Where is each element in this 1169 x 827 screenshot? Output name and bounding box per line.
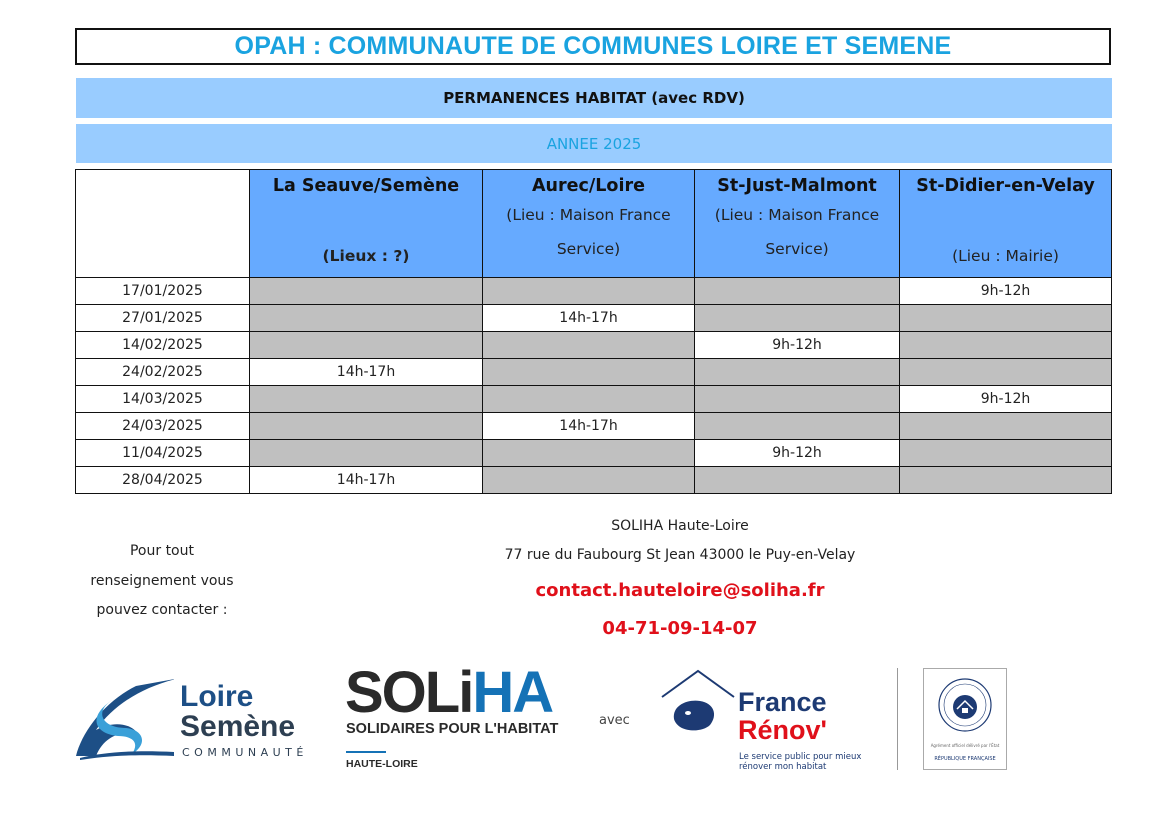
republique-label: RÉPUBLIQUE FRANÇAISE — [934, 756, 996, 762]
loire-semene-logo — [74, 672, 329, 762]
france-renov-line2: Rénov' — [738, 715, 827, 745]
column-name: La Seauve/Semène — [272, 176, 460, 196]
empty-cell — [695, 386, 900, 413]
empty-cell — [900, 467, 1112, 494]
contact-intro — [76, 537, 248, 626]
soliha-wordmark-part1: SOLi — [345, 660, 473, 725]
france-renov-tagline: Le service public pour mieux rénover mon habitat — [739, 752, 862, 772]
slot-cell: 14h-17h — [250, 467, 483, 494]
contact-intro-line: renseignement vous — [90, 572, 234, 589]
column-place-line1: (Lieu : Maison France — [506, 206, 671, 224]
empty-cell — [483, 278, 695, 305]
column-place-line1: (Lieu : Maison France — [714, 206, 880, 224]
row-date: 24/03/2025 — [76, 413, 250, 440]
soliha-wordmark — [345, 661, 552, 725]
row-date: 27/01/2025 — [76, 305, 250, 332]
table-row — [76, 440, 1112, 467]
contact-email-link[interactable]: contact.hauteloire@soliha.fr — [535, 580, 825, 601]
table-row — [76, 467, 1112, 494]
table-row — [76, 359, 1112, 386]
column-place-line2: Service) — [765, 240, 829, 258]
subtitle-band — [76, 78, 1112, 118]
slot-cell: 14h-17h — [483, 413, 695, 440]
contact-phone[interactable]: 04-71-09-14-07 — [602, 618, 758, 639]
row-date: 28/04/2025 — [76, 467, 250, 494]
empty-cell — [483, 332, 695, 359]
empty-cell — [483, 359, 695, 386]
column-header-aurec — [483, 170, 695, 278]
row-date: 24/02/2025 — [76, 359, 250, 386]
logo-divider — [897, 668, 898, 770]
row-date: 17/01/2025 — [76, 278, 250, 305]
soliha-tagline: SOLIDAIRES POUR L'HABITAT — [346, 721, 559, 737]
france-renov-line1: France — [738, 687, 827, 717]
slot-cell: 14h-17h — [250, 359, 483, 386]
contact-address: 77 rue du Faubourg St Jean 43000 le Puy-en-Velay — [504, 547, 856, 563]
table-row — [76, 386, 1112, 413]
year-band — [76, 124, 1112, 163]
header-blank-cell — [76, 170, 250, 278]
empty-cell — [483, 467, 695, 494]
empty-cell — [250, 413, 483, 440]
slot-cell: 9h-12h — [900, 386, 1112, 413]
empty-cell — [250, 278, 483, 305]
loire-semene-line3: COMMUNAUTÉ — [182, 746, 308, 759]
avec-label: avec — [599, 713, 630, 728]
empty-cell — [900, 332, 1112, 359]
column-place-line2: Service) — [556, 240, 621, 258]
france-renov-logo — [658, 667, 868, 777]
column-name: St-Didier-en-Velay — [916, 176, 1095, 196]
schedule-table — [75, 169, 1112, 494]
contact-org: SOLIHA Haute-Loire — [611, 518, 749, 534]
empty-cell — [250, 386, 483, 413]
empty-cell — [695, 413, 900, 440]
empty-cell — [250, 332, 483, 359]
empty-cell — [900, 305, 1112, 332]
empty-cell — [250, 305, 483, 332]
empty-cell — [695, 467, 900, 494]
agrement-seal-icon — [924, 671, 1006, 741]
slot-cell: 9h-12h — [900, 278, 1112, 305]
empty-cell — [695, 278, 900, 305]
loire-semene-line2: Semène — [180, 710, 296, 743]
soliha-wordmark-part2: HA — [472, 660, 553, 725]
loire-semene-swoosh-icon — [74, 672, 174, 762]
column-header-la-seauve — [250, 170, 483, 278]
republique-francaise-badge — [923, 668, 1007, 770]
empty-cell — [900, 413, 1112, 440]
soliha-logo — [345, 660, 585, 775]
column-header-st-just — [695, 170, 900, 278]
empty-cell — [900, 359, 1112, 386]
table-row — [76, 305, 1112, 332]
agrement-text: Agrément officiel délivré par l'État — [930, 743, 1000, 748]
table-row — [76, 413, 1112, 440]
table-row — [76, 278, 1112, 305]
column-place: (Lieu : Mairie) — [952, 247, 1059, 265]
schedule-body — [76, 278, 1112, 494]
table-row — [76, 332, 1112, 359]
france-renov-house-icon — [658, 667, 738, 747]
contact-intro-line: Pour tout — [129, 543, 194, 559]
slot-cell: 9h-12h — [695, 332, 900, 359]
empty-cell — [483, 440, 695, 467]
subtitle: PERMANENCES HABITAT (avec RDV) — [443, 89, 745, 107]
empty-cell — [250, 440, 483, 467]
contact-details — [440, 514, 920, 648]
row-date: 11/04/2025 — [76, 440, 250, 467]
page-title-box — [75, 28, 1111, 65]
empty-cell — [695, 359, 900, 386]
column-name: St-Just-Malmont — [717, 176, 877, 196]
row-date: 14/03/2025 — [76, 386, 250, 413]
slot-cell: 9h-12h — [695, 440, 900, 467]
column-header-st-didier — [900, 170, 1112, 278]
slot-cell: 14h-17h — [483, 305, 695, 332]
empty-cell — [483, 386, 695, 413]
year-label: ANNEE 2025 — [546, 134, 642, 153]
empty-cell — [900, 440, 1112, 467]
page-title: OPAH : COMMUNAUTE DE COMMUNES LOIRE ET SEMENE — [234, 32, 952, 60]
column-place: (Lieux : ?) — [322, 247, 410, 265]
soliha-divider — [346, 751, 386, 753]
soliha-region: HAUTE-LOIRE — [346, 758, 418, 770]
row-date: 14/02/2025 — [76, 332, 250, 359]
loire-semene-line1: Loire — [180, 680, 254, 713]
column-name: Aurec/Loire — [532, 176, 645, 196]
empty-cell — [695, 305, 900, 332]
contact-intro-line: pouvez contacter : — [96, 602, 228, 618]
table-header-row — [76, 170, 1112, 278]
